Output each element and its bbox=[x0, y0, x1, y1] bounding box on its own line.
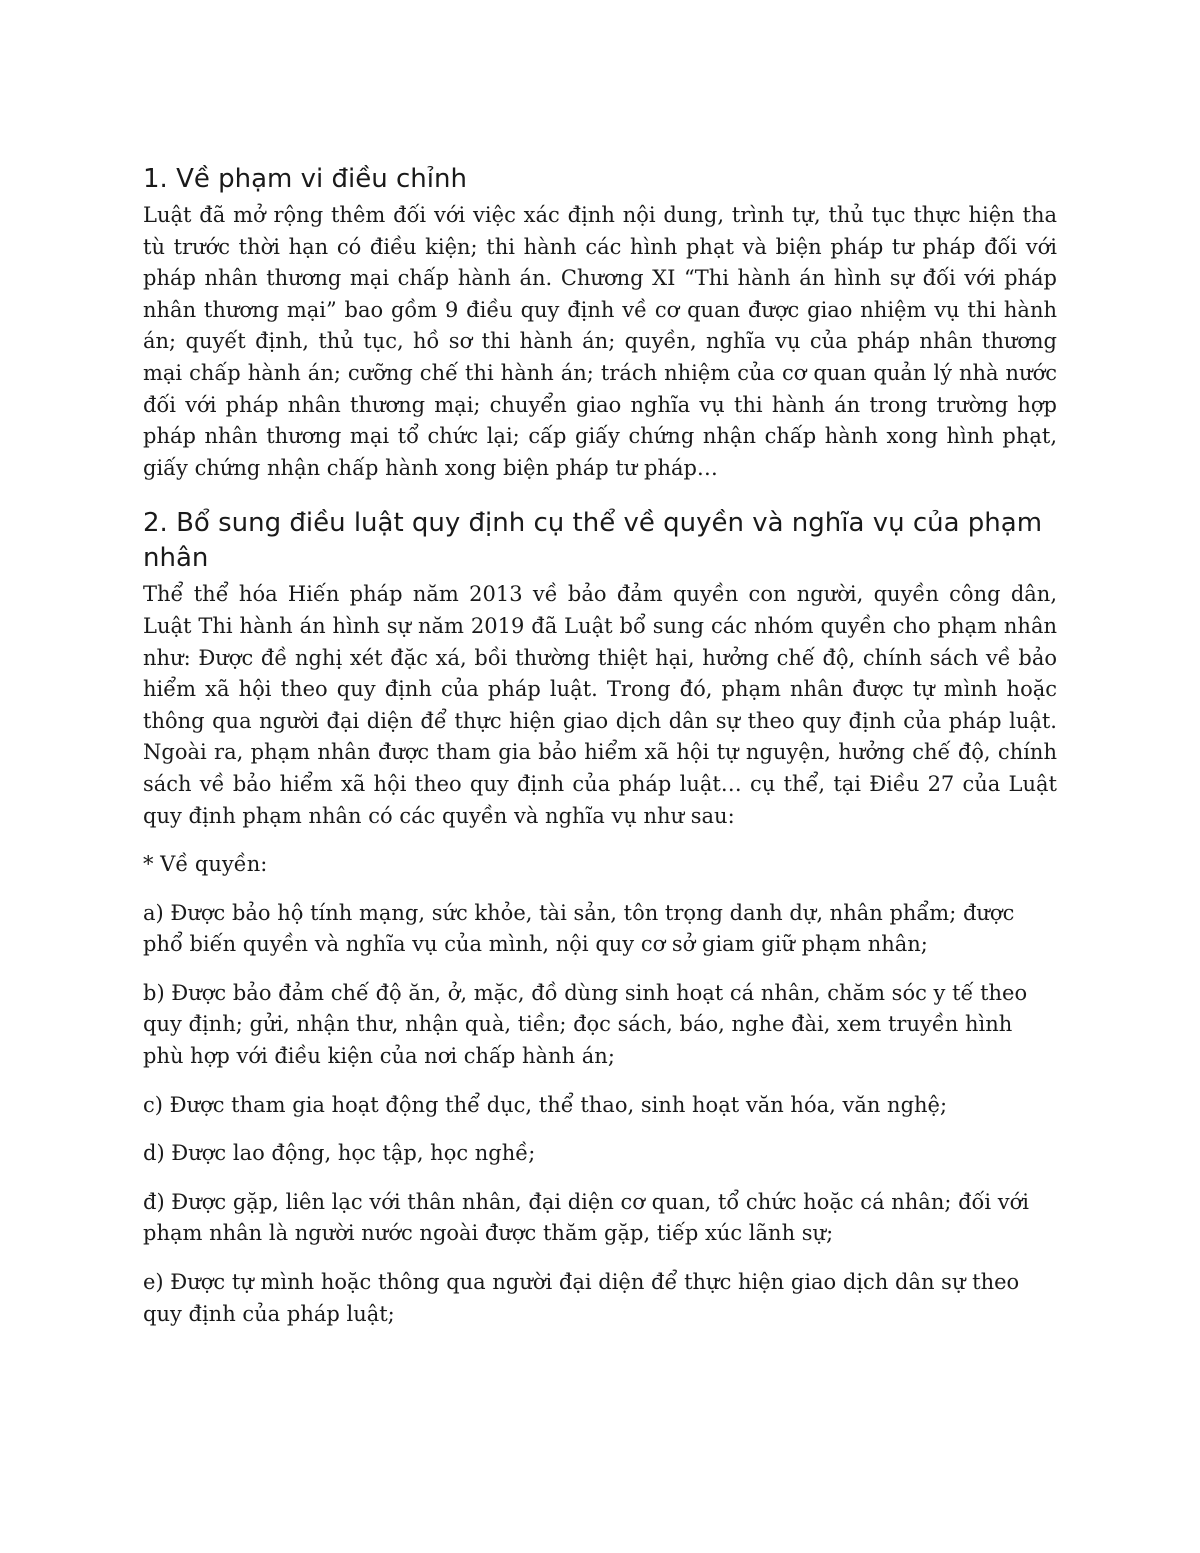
rights-item-e: e) Được tự mình hoặc thông qua người đại diện để thực hiện giao dịch dân sự theo quy định của pháp luật; bbox=[143, 1270, 1020, 1326]
rights-item-d: d) Được lao động, học tập, học nghề; bbox=[143, 1141, 536, 1166]
rights-item-dd: đ) Được gặp, liên lạc với thân nhân, đại diện cơ quan, tổ chức hoặc cá nhân; đối với phạm nhân là người nước ngoài được thăm gặp, tiếp xúc lãnh sự; bbox=[143, 1189, 1030, 1246]
rights-item-c: c) Được tham gia hoạt động thể dục, thể thao, sinh hoạt văn hóa, văn nghệ; bbox=[143, 1092, 948, 1117]
section-1-heading: 1. Về phạm vi điều chỉnh bbox=[143, 164, 467, 194]
section-2-body: Thể thể hóa Hiến pháp năm 2013 về bảo đảm quyền con người, quyền công dân, Luật Thi hành án hình sự năm 2019 đã Luật bổ sung các nhóm quyền cho phạm nhân như: Được đề nghị xét đặc xá, bồi thường thiệt hại, hưởng chế độ, chính sách về bảo hiểm xã hội theo quy định của pháp luật. Trong đó, phạm nhân được tự mình hoặc thông qua người đại diện để thực hiện giao dịch dân sự theo quy định của pháp luật. Ngoài ra, phạm nhân được tham gia bảo hiểm xã hội tự nguyện, hưởng chế độ, chính sách về bảo hiểm xã hội theo quy định của pháp luật… cụ thể, tại Điều 27 của Luật quy định phạm nhân có các quyền và nghĩa vụ như sau: bbox=[143, 582, 1057, 828]
section-1-body: Luật đã mở rộng thêm đối với việc xác định nội dung, trình tự, thủ tục thực hiện tha tù trước thời hạn có điều kiện; thi hành các hình phạt và biện pháp tư pháp đối với pháp nhân thương mại chấp hành án. Chương XI “Thi hành án hình sự đối với pháp nhân thương mại” bao gồm 9 điều quy định về cơ quan được giao nhiệm vụ thi hành án; quyết định, thủ tục, hồ sơ thi hành án; quyền, nghĩa vụ của pháp nhân thương mại chấp hành án; cưỡng chế thi hành án; trách nhiệm của cơ quan quản lý nhà nước đối với pháp nhân thương mại; chuyển giao nghĩa vụ thi hành án trong trường hợp pháp nhân thương mại tổ chức lại; cấp giấy chứng nhận chấp hành xong hình phạt, giấy chứng nhận chấp hành xong biện pháp tư pháp… bbox=[143, 203, 1057, 480]
section-2-heading: 2. Bổ sung điều luật quy định cụ thể về quyền và nghĩa vụ của phạm nhân bbox=[143, 508, 1043, 574]
rights-label: * Về quyền: bbox=[143, 852, 268, 877]
rights-item-b: b) Được bảo đảm chế độ ăn, ở, mặc, đồ dùng sinh hoạt cá nhân, chăm sóc y tế theo quy định; gửi, nhận thư, nhận quà, tiền; đọc sách, báo, nghe đài, xem truyền hình phù hợp với điều kiện của nơi chấp hành án; bbox=[143, 980, 1028, 1069]
rights-item-a: a) Được bảo hộ tính mạng, sức khỏe, tài sản, tôn trọng danh dự, nhân phẩm; được phổ biến quyền và nghĩa vụ của mình, nội quy cơ sở giam giữ phạm nhân; bbox=[143, 900, 1015, 957]
